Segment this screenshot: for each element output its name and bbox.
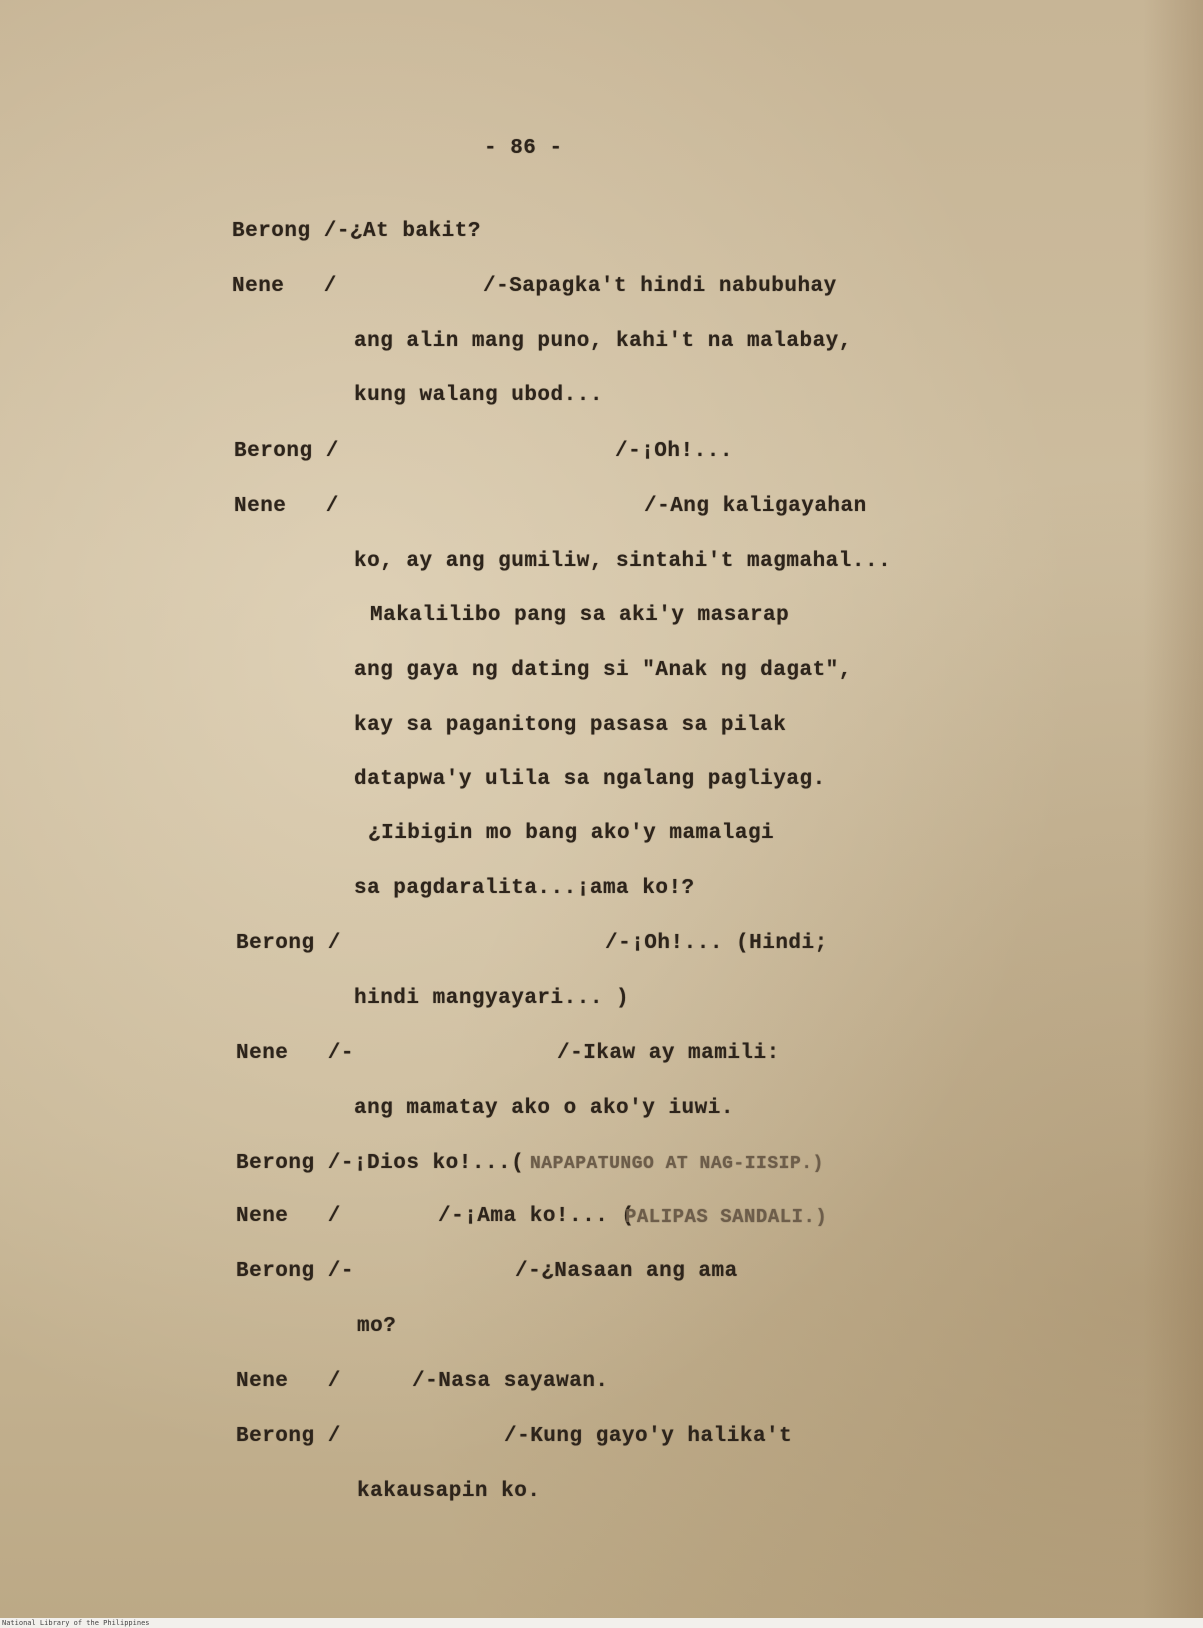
dialogue-line: hindi mangyayari... ) <box>354 987 630 1010</box>
speaker-label: Nene / <box>236 1370 341 1393</box>
speaker-label: Berong / <box>236 1425 341 1448</box>
dialogue-line: datapwa'y ulila sa ngalang pagliyag. <box>354 768 826 791</box>
speaker-label: Nene /- <box>236 1042 354 1065</box>
dialogue-line: kung walang ubod... <box>354 384 603 407</box>
dialogue-line: Makalilibo pang sa aki'y masarap <box>370 604 790 627</box>
speaker-label: Nene / <box>236 1205 341 1228</box>
dialogue-line: ang mamatay ako o ako'y iuwi. <box>354 1097 734 1120</box>
dialogue-line: /-¡Oh!... <box>615 440 733 463</box>
dialogue-line: Berong /-¡Dios ko!...( <box>236 1152 525 1175</box>
dialogue-line: mo? <box>357 1315 397 1338</box>
speaker-label: Berong / <box>234 440 339 463</box>
speaker-label: Berong / <box>236 932 341 955</box>
dialogue-line: ko, ay ang gumiliw, sintahi't magmahal... <box>354 550 892 573</box>
speaker-label: Nene / <box>234 495 339 518</box>
stage-direction: PALIPAS SANDALI.) <box>625 1206 828 1228</box>
dialogue-line: /-Kung gayo'y halika't <box>504 1425 793 1448</box>
dialogue-line: /-Nasa sayawan. <box>412 1370 609 1393</box>
footer-bar <box>0 1618 1203 1628</box>
dialogue-line: /-Sapagka't hindi nabubuhay <box>483 275 837 298</box>
dialogue-line: /-¿Nasaan ang ama <box>515 1260 738 1283</box>
dialogue-line: /-Ang kaligayahan <box>644 495 867 518</box>
dialogue-line: kakausapin ko. <box>357 1480 541 1503</box>
dialogue-line: ang gaya ng dating si "Anak ng dagat", <box>354 659 852 682</box>
dialogue-line: ¿Iibigin mo bang ako'y mamalagi <box>368 822 775 845</box>
dialogue-line: Berong /-¿At bakit? <box>232 220 481 243</box>
dialogue-line: sa pagdaralita...¡ama ko!? <box>354 877 695 900</box>
speaker-label: Nene / <box>232 275 337 298</box>
stage-direction: NAPAPATUNGO AT NAG-IISIP.) <box>530 1154 824 1174</box>
footer-credit: National Library of the Philippines <box>2 1619 150 1627</box>
dialogue-line: kay sa paganitong pasasa sa pilak <box>354 714 787 737</box>
dialogue-line: /-¡Oh!... (Hindi; <box>605 932 828 955</box>
dialogue-line: /-¡Ama ko!... ( <box>438 1205 635 1228</box>
speaker-label: Berong /- <box>236 1260 354 1283</box>
page-number: - 86 - <box>484 137 563 160</box>
dialogue-line: /-Ikaw ay mamili: <box>557 1042 780 1065</box>
dialogue-line: ang alin mang puno, kahi't na malabay, <box>354 330 852 353</box>
